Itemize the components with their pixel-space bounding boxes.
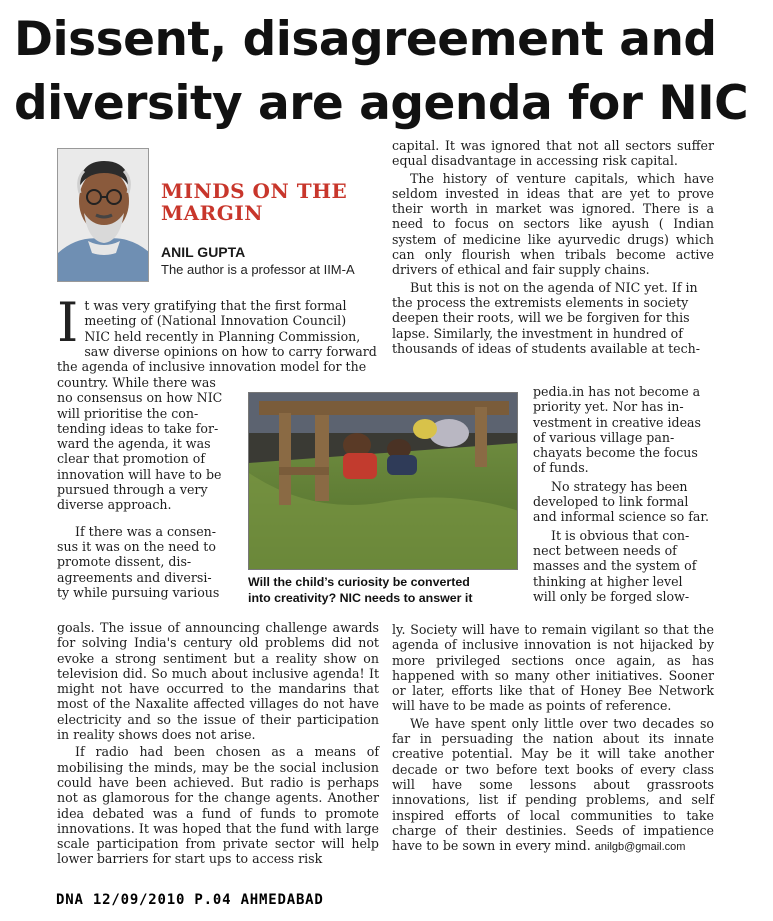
news-photo — [248, 392, 518, 570]
text-line: of various village pan- — [533, 429, 675, 445]
caption-line-1: Will the child’s curiosity be converted — [248, 575, 470, 589]
text-line: It is obvious that con- — [551, 527, 690, 543]
photo-caption — [248, 574, 520, 606]
text-line: lapse. Similarly, the investment in hundred of — [392, 325, 683, 341]
text-line: thousands of ideas of students available at tech- — [392, 340, 701, 356]
author-portrait-image — [58, 149, 149, 282]
children-under-bench-image — [249, 393, 518, 570]
paragraph: goals. The issue of announcing challenge awards for solving India's century old problems did not evoke a strong sentiment but a reality show on television did. So much about inclusive agenda! It might not have occurred to the mandarins that most of the Naxalite affected villages do not have electricity and so the issue of their participation in reality shows does not arise. — [57, 620, 379, 743]
column-title-line-2: MARGIN — [161, 201, 263, 225]
text-line: No strategy has been — [551, 478, 688, 494]
text-line: promote dissent, dis- — [57, 554, 192, 570]
text-line: thinking at higher level — [533, 573, 683, 589]
paragraph: capital. It was ignored that not all sectors suffer equal disadvantage in accessing risk capital. — [392, 138, 714, 169]
text-line: nect between needs of — [533, 542, 677, 558]
text-line: the agenda of inclusive innovation model for the — [57, 359, 367, 375]
text-line: no consensus on how NIC — [57, 390, 223, 406]
text-line: innovation will have to be — [57, 466, 222, 482]
text-line: diverse approach. — [57, 497, 172, 513]
headline-line-2: diversity are agenda for NIC — [14, 76, 749, 131]
text-line: meeting of (National Innovation Council) — [84, 313, 347, 329]
text-line: will prioritise the con- — [57, 405, 199, 421]
paragraph-text: We have spent only little over two decades so far in persuading the nation about its innate creative potential. May be it will take another decade or two before text books of every class will have some lessons about grassroots innovations, list if pending problems, and self inspired efforts of local communities to take charge of their destinies. Seeds of impatience have to be sown in every mind. — [392, 715, 714, 854]
text-line: of funds. — [533, 460, 589, 476]
paragraph: If radio had been chosen as a means of mobilising the minds, may be the social inclusion could have been achieved. But radio is perhaps not as glamorous for the change agents. Another idea debated was a fund of funds to promote innovations. It was hoped that the fund with large scale participation from private sector will help lower barriers for start ups to access risk — [57, 744, 379, 867]
text-line: clear that promotion of — [57, 451, 206, 467]
text-line: will only be forged slow- — [533, 588, 690, 604]
text-line: country. While there was — [57, 375, 216, 390]
publication-source: DNA 12/09/2010 P.04 AHMEDABAD — [56, 892, 324, 908]
text-line: ty while pursuing various — [57, 584, 220, 600]
text-line: the process the extremists elements in society — [392, 294, 689, 310]
author-portrait — [57, 148, 149, 282]
text-line: and informal science so far. — [533, 509, 710, 525]
author-name: ANIL GUPTA — [161, 244, 246, 260]
paragraph — [392, 716, 714, 856]
column-header — [57, 148, 379, 298]
column-title — [161, 180, 381, 224]
text-line: deepen their roots, will we be forgiven for this — [392, 310, 690, 326]
text-line: chayats become the focus — [533, 445, 698, 461]
paragraph: ly. Society will have to remain vigilant so that the agenda of inclusive innovation is not hijacked by more privileged sections once again, as has happened with so many other initiatives. Sooner or later, efforts like that of Honey Bee Network will have to be made as points of reference. — [392, 622, 714, 714]
text-line: tending ideas to take for- — [57, 420, 219, 436]
text-line: sus it was on the need to — [57, 538, 216, 554]
paragraph: The history of venture capitals, which have seldom invested in ideas that are yet to prove their worth in market was ignored. There is a need to focus on sectors like ayush ( Indian system of medicine like ayurvedic drugs) which can only flourish when tribals become active drivers of ethical and fair supply chains. — [392, 170, 714, 278]
author-description: The author is a professor at IIM-A — [161, 262, 355, 277]
left-intro-narrow-lines — [57, 375, 239, 600]
text-line: NIC held recently in Planning Commission, — [84, 328, 361, 344]
right-column-top — [392, 138, 714, 356]
text-line: agreements and diversi- — [57, 569, 212, 585]
right-column-bottom — [392, 622, 714, 855]
text-line: pursued through a very — [57, 482, 208, 498]
column-title-line-1: MINDS ON THE — [161, 179, 348, 203]
headline — [14, 8, 764, 136]
text-line: vestment in creative ideas — [533, 414, 702, 430]
author-email: anilgb@gmail.com — [594, 841, 686, 854]
caption-line-2: into creativity? NIC needs to answer it — [248, 591, 473, 605]
text-line: pedia.in has not become a — [533, 384, 701, 399]
left-column-body — [57, 620, 379, 867]
dropcap: I — [57, 291, 79, 354]
text-line: t was very gratifying that the first formal — [84, 298, 347, 313]
text-line: masses and the system of — [533, 558, 697, 574]
text-line: But this is not on the agenda of NIC yet. If in — [410, 279, 698, 295]
text-line: If there was a consen- — [75, 523, 217, 539]
right-column-narrow — [533, 384, 714, 604]
headline-line-1: Dissent, disagreement and — [14, 12, 717, 67]
text-line: saw diverse opinions on how to carry forward — [84, 343, 377, 359]
left-intro-first-lines — [57, 291, 379, 375]
text-line: priority yet. Nor has in- — [533, 399, 684, 415]
text-line: developed to link formal — [533, 494, 689, 510]
text-line: ward the agenda, it was — [57, 436, 211, 452]
